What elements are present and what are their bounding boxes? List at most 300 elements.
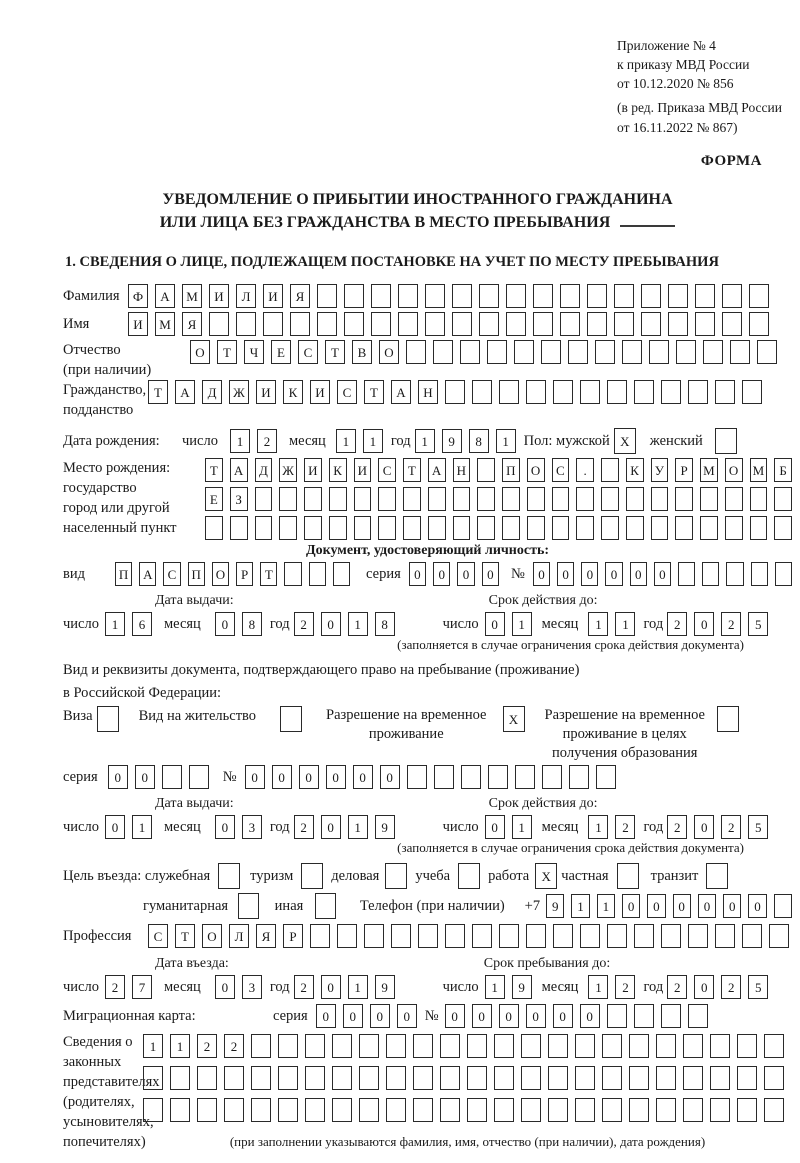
temp-residence-edu-cell-1[interactable] [717,706,739,732]
doc-number-cell-9[interactable] [726,562,743,586]
given-name-cell-21[interactable] [668,312,688,336]
birth-place-row3-cell-15[interactable] [552,516,570,540]
legal-reps-row2-cell-18[interactable] [602,1066,622,1090]
doc-issue-day-cell-2[interactable]: 6 [132,612,152,636]
patronymic-cell-6[interactable]: Т [325,340,345,364]
profession-cell-9[interactable] [364,924,384,948]
birth-place-row1-cell-1[interactable]: Т [205,458,223,482]
profession-cell-18[interactable] [607,924,627,948]
birth-place-row2-cell-10[interactable] [428,487,446,511]
birth-place-row3-cell-22[interactable] [725,516,743,540]
residence-issue-year-cell-3[interactable]: 1 [348,815,368,839]
surname-cell-1[interactable]: Ф [128,284,148,308]
stay-day-cell-2[interactable]: 9 [512,975,532,999]
given-name-cell-15[interactable] [506,312,526,336]
legal-reps-row1-cell-12[interactable] [440,1034,460,1058]
citizenship-cell-15[interactable] [526,380,546,404]
birth-place-row2-cell-14[interactable] [527,487,545,511]
birth-place-row2-cell-11[interactable] [453,487,471,511]
birth-place-row3-cell-4[interactable] [279,516,297,540]
birth-place-row1-cell-5[interactable]: И [304,458,322,482]
legal-reps-row2-cell-2[interactable] [170,1066,190,1090]
birth-place-row2-cell-15[interactable] [552,487,570,511]
birth-place-row3-cell-16[interactable] [576,516,594,540]
patronymic-cell-21[interactable] [730,340,750,364]
birth-place-row2-cell-22[interactable] [725,487,743,511]
residence-number-cell-2[interactable]: 0 [272,765,292,789]
patronymic-cell-7[interactable]: В [352,340,372,364]
phone-cell-4[interactable]: 0 [622,894,640,918]
doc-number-cell-4[interactable]: 0 [605,562,622,586]
legal-reps-row2-cell-13[interactable] [467,1066,487,1090]
legal-reps-row3-cell-5[interactable] [251,1098,271,1122]
doc-kind-cell-1[interactable]: П [115,562,132,586]
birth-place-row1-cell-14[interactable]: О [527,458,545,482]
residence-issue-day-cell-1[interactable]: 0 [105,815,125,839]
legal-reps-row3-cell-15[interactable] [521,1098,541,1122]
birth-place-row2-cell-23[interactable] [750,487,768,511]
birth-place-row1-cell-16[interactable]: . [576,458,594,482]
migration-number-cell-3[interactable]: 0 [499,1004,519,1028]
legal-reps-row3-cell-22[interactable] [710,1098,730,1122]
doc-kind-cell-4[interactable]: П [188,562,205,586]
migration-number-cell-4[interactable]: 0 [526,1004,546,1028]
purpose-private-cell-1[interactable] [617,863,639,889]
entry-day-cell-2[interactable]: 7 [132,975,152,999]
doc-series-cell-2[interactable]: 0 [433,562,450,586]
patronymic-cell-4[interactable]: Е [271,340,291,364]
given-name-cell-5[interactable] [236,312,256,336]
stay-day-cell-1[interactable]: 1 [485,975,505,999]
birth-place-row1-cell-6[interactable]: К [329,458,347,482]
legal-reps-row2-cell-15[interactable] [521,1066,541,1090]
entry-month-cell-2[interactable]: 3 [242,975,262,999]
purpose-work-cell-1[interactable]: X [535,863,557,889]
residence-series-cell-2[interactable]: 0 [135,765,155,789]
residence-number-cell-10[interactable] [488,765,508,789]
doc-number-cell-6[interactable]: 0 [654,562,671,586]
surname-cell-10[interactable] [371,284,391,308]
legal-reps-row1-cell-4[interactable]: 2 [224,1034,244,1058]
given-name-cell-2[interactable]: М [155,312,175,336]
legal-reps-row3-cell-19[interactable] [629,1098,649,1122]
citizenship-cell-8[interactable]: С [337,380,357,404]
patronymic-cell-9[interactable] [406,340,426,364]
birth-place-row1-cell-22[interactable]: О [725,458,743,482]
citizenship-cell-22[interactable] [715,380,735,404]
birth-place-row2-cell-6[interactable] [329,487,347,511]
given-name-cell-13[interactable] [452,312,472,336]
residence-number-cell-5[interactable]: 0 [353,765,373,789]
residence-number-cell-9[interactable] [461,765,481,789]
surname-cell-24[interactable] [749,284,769,308]
legal-reps-row3-cell-13[interactable] [467,1098,487,1122]
birth-place-row2-cell-7[interactable] [354,487,372,511]
migration-number-cell-8[interactable] [634,1004,654,1028]
residence-number-cell-14[interactable] [596,765,616,789]
doc-valid-year-cell-4[interactable]: 5 [748,612,768,636]
migration-number-cell-2[interactable]: 0 [472,1004,492,1028]
legal-reps-row1-cell-18[interactable] [602,1034,622,1058]
residence-number-cell-11[interactable] [515,765,535,789]
legal-reps-row2-cell-16[interactable] [548,1066,568,1090]
migration-number-cell-9[interactable] [661,1004,681,1028]
birth-place-row3-cell-8[interactable] [378,516,396,540]
residence-permit-cell-1[interactable] [280,706,302,732]
legal-reps-row1-cell-10[interactable] [386,1034,406,1058]
patronymic-cell-16[interactable] [595,340,615,364]
doc-issue-year-cell-4[interactable]: 8 [375,612,395,636]
surname-cell-3[interactable]: М [182,284,202,308]
residence-valid-day-cell-2[interactable]: 1 [512,815,532,839]
legal-reps-row2-cell-21[interactable] [683,1066,703,1090]
purpose-official-cell-1[interactable] [218,863,240,889]
residence-issue-day-cell-2[interactable]: 1 [132,815,152,839]
legal-reps-row1-cell-24[interactable] [764,1034,784,1058]
residence-issue-year-cell-4[interactable]: 9 [375,815,395,839]
surname-cell-21[interactable] [668,284,688,308]
birth-place-row1-cell-17[interactable] [601,458,619,482]
migration-series-cell-1[interactable]: 0 [316,1004,336,1028]
citizenship-cell-6[interactable]: К [283,380,303,404]
migration-series-cell-2[interactable]: 0 [343,1004,363,1028]
residence-valid-day-cell-1[interactable]: 0 [485,815,505,839]
citizenship-cell-12[interactable] [445,380,465,404]
birth-place-row1-cell-7[interactable]: И [354,458,372,482]
doc-number-cell-7[interactable] [678,562,695,586]
surname-cell-7[interactable]: Я [290,284,310,308]
citizenship-cell-17[interactable] [580,380,600,404]
legal-reps-row2-cell-12[interactable] [440,1066,460,1090]
legal-reps-row1-cell-15[interactable] [521,1034,541,1058]
legal-reps-row1-cell-9[interactable] [359,1034,379,1058]
patronymic-cell-2[interactable]: Т [217,340,237,364]
doc-valid-year-cell-3[interactable]: 2 [721,612,741,636]
legal-reps-row3-cell-23[interactable] [737,1098,757,1122]
birth-place-row2-cell-9[interactable] [403,487,421,511]
purpose-tourism-cell-1[interactable] [301,863,323,889]
doc-valid-day-cell-1[interactable]: 0 [485,612,505,636]
birth-place-row3-cell-2[interactable] [230,516,248,540]
legal-reps-row2-cell-8[interactable] [332,1066,352,1090]
surname-cell-11[interactable] [398,284,418,308]
purpose-study-cell-1[interactable] [458,863,480,889]
profession-cell-22[interactable] [715,924,735,948]
doc-number-cell-3[interactable]: 0 [581,562,598,586]
legal-reps-row3-cell-6[interactable] [278,1098,298,1122]
birth-month-cell-1[interactable]: 1 [336,429,356,453]
legal-reps-row3-cell-12[interactable] [440,1098,460,1122]
doc-kind-cell-3[interactable]: С [163,562,180,586]
citizenship-cell-5[interactable]: И [256,380,276,404]
birth-place-row1-cell-9[interactable]: Т [403,458,421,482]
legal-reps-row1-cell-3[interactable]: 2 [197,1034,217,1058]
profession-cell-23[interactable] [742,924,762,948]
legal-reps-row3-cell-16[interactable] [548,1098,568,1122]
surname-cell-13[interactable] [452,284,472,308]
profession-cell-13[interactable] [472,924,492,948]
profession-cell-21[interactable] [688,924,708,948]
birth-year-cell-3[interactable]: 8 [469,429,489,453]
legal-reps-row1-cell-6[interactable] [278,1034,298,1058]
citizenship-cell-2[interactable]: А [175,380,195,404]
legal-reps-row3-cell-21[interactable] [683,1098,703,1122]
citizenship-cell-1[interactable]: Т [148,380,168,404]
temp-residence-cell-1[interactable]: X [503,706,525,732]
stay-year-cell-2[interactable]: 0 [694,975,714,999]
birth-place-row2-cell-16[interactable] [576,487,594,511]
residence-valid-month-cell-1[interactable]: 1 [588,815,608,839]
legal-reps-row1-cell-19[interactable] [629,1034,649,1058]
patronymic-cell-8[interactable]: О [379,340,399,364]
legal-reps-row1-cell-13[interactable] [467,1034,487,1058]
doc-number-cell-5[interactable]: 0 [630,562,647,586]
doc-issue-year-cell-1[interactable]: 2 [294,612,314,636]
birth-place-row1-cell-15[interactable]: С [552,458,570,482]
surname-cell-19[interactable] [614,284,634,308]
birth-place-row2-cell-1[interactable]: Е [205,487,223,511]
legal-reps-row3-cell-20[interactable] [656,1098,676,1122]
legal-reps-row2-cell-10[interactable] [386,1066,406,1090]
surname-cell-2[interactable]: А [155,284,175,308]
legal-reps-row1-cell-1[interactable]: 1 [143,1034,163,1058]
given-name-cell-3[interactable]: Я [182,312,202,336]
legal-reps-row1-cell-11[interactable] [413,1034,433,1058]
surname-cell-23[interactable] [722,284,742,308]
given-name-cell-23[interactable] [722,312,742,336]
birth-place-row3-cell-12[interactable] [477,516,495,540]
doc-kind-cell-6[interactable]: Р [236,562,253,586]
migration-series-cell-4[interactable]: 0 [397,1004,417,1028]
surname-cell-9[interactable] [344,284,364,308]
profession-cell-7[interactable] [310,924,330,948]
citizenship-cell-7[interactable]: И [310,380,330,404]
surname-cell-14[interactable] [479,284,499,308]
given-name-cell-7[interactable] [290,312,310,336]
patronymic-cell-18[interactable] [649,340,669,364]
birth-year-cell-1[interactable]: 1 [415,429,435,453]
phone-cell-9[interactable]: 0 [748,894,766,918]
residence-valid-year-cell-4[interactable]: 5 [748,815,768,839]
birth-place-row3-cell-14[interactable] [527,516,545,540]
profession-cell-17[interactable] [580,924,600,948]
patronymic-cell-14[interactable] [541,340,561,364]
legal-reps-row2-cell-17[interactable] [575,1066,595,1090]
migration-number-cell-5[interactable]: 0 [553,1004,573,1028]
birth-place-row1-cell-21[interactable]: М [700,458,718,482]
given-name-cell-6[interactable] [263,312,283,336]
given-name-cell-8[interactable] [317,312,337,336]
doc-number-cell-8[interactable] [702,562,719,586]
citizenship-cell-16[interactable] [553,380,573,404]
citizenship-cell-18[interactable] [607,380,627,404]
entry-month-cell-1[interactable]: 0 [215,975,235,999]
birth-place-row1-cell-4[interactable]: Ж [279,458,297,482]
birth-place-row2-cell-5[interactable] [304,487,322,511]
entry-year-cell-2[interactable]: 0 [321,975,341,999]
birth-place-row1-cell-24[interactable]: Б [774,458,792,482]
residence-number-cell-12[interactable] [542,765,562,789]
doc-valid-month-cell-1[interactable]: 1 [588,612,608,636]
legal-reps-row2-cell-20[interactable] [656,1066,676,1090]
legal-reps-row2-cell-23[interactable] [737,1066,757,1090]
citizenship-cell-11[interactable]: Н [418,380,438,404]
birth-place-row1-cell-10[interactable]: А [428,458,446,482]
doc-series-cell-1[interactable]: 0 [409,562,426,586]
birth-place-row1-cell-20[interactable]: Р [675,458,693,482]
given-name-cell-17[interactable] [560,312,580,336]
citizenship-cell-3[interactable]: Д [202,380,222,404]
legal-reps-row1-cell-21[interactable] [683,1034,703,1058]
legal-reps-row3-cell-24[interactable] [764,1098,784,1122]
doc-valid-year-cell-1[interactable]: 2 [667,612,687,636]
given-name-cell-19[interactable] [614,312,634,336]
legal-reps-row3-cell-10[interactable] [386,1098,406,1122]
doc-valid-year-cell-2[interactable]: 0 [694,612,714,636]
birth-place-row2-cell-20[interactable] [675,487,693,511]
surname-cell-18[interactable] [587,284,607,308]
birth-place-row1-cell-2[interactable]: А [230,458,248,482]
legal-reps-row3-cell-1[interactable] [143,1098,163,1122]
sex-male-cell-1[interactable]: X [614,428,636,454]
doc-kind-cell-9[interactable] [309,562,326,586]
patronymic-cell-22[interactable] [757,340,777,364]
birth-place-row3-cell-18[interactable] [626,516,644,540]
doc-number-cell-10[interactable] [751,562,768,586]
doc-valid-day-cell-2[interactable]: 1 [512,612,532,636]
birth-place-row2-cell-24[interactable] [774,487,792,511]
phone-cell-5[interactable]: 0 [647,894,665,918]
residence-valid-year-cell-3[interactable]: 2 [721,815,741,839]
birth-place-row1-cell-3[interactable]: Д [255,458,273,482]
birth-place-row2-cell-12[interactable] [477,487,495,511]
phone-cell-3[interactable]: 1 [597,894,615,918]
residence-issue-year-cell-2[interactable]: 0 [321,815,341,839]
purpose-other-cell-1[interactable] [315,893,336,919]
surname-cell-5[interactable]: Л [236,284,256,308]
residence-valid-month-cell-2[interactable]: 2 [615,815,635,839]
visa-cell-1[interactable] [97,706,119,732]
birth-place-row2-cell-2[interactable]: З [230,487,248,511]
citizenship-cell-9[interactable]: Т [364,380,384,404]
given-name-cell-22[interactable] [695,312,715,336]
doc-number-cell-11[interactable] [775,562,792,586]
doc-issue-month-cell-2[interactable]: 8 [242,612,262,636]
patronymic-cell-1[interactable]: О [190,340,210,364]
legal-reps-row1-cell-17[interactable] [575,1034,595,1058]
birth-year-cell-4[interactable]: 1 [496,429,516,453]
birth-place-row3-cell-19[interactable] [651,516,669,540]
residence-number-cell-13[interactable] [569,765,589,789]
birth-day-cell-2[interactable]: 2 [257,429,277,453]
birth-place-row1-cell-11[interactable]: Н [453,458,471,482]
birth-place-row3-cell-20[interactable] [675,516,693,540]
doc-number-cell-1[interactable]: 0 [533,562,550,586]
residence-number-cell-4[interactable]: 0 [326,765,346,789]
legal-reps-row3-cell-14[interactable] [494,1098,514,1122]
residence-series-cell-3[interactable] [162,765,182,789]
legal-reps-row1-cell-23[interactable] [737,1034,757,1058]
given-name-cell-12[interactable] [425,312,445,336]
residence-series-cell-4[interactable] [189,765,209,789]
legal-reps-row1-cell-14[interactable] [494,1034,514,1058]
migration-number-cell-1[interactable]: 0 [445,1004,465,1028]
given-name-cell-18[interactable] [587,312,607,336]
profession-cell-19[interactable] [634,924,654,948]
legal-reps-row2-cell-5[interactable] [251,1066,271,1090]
birth-place-row2-cell-17[interactable] [601,487,619,511]
stay-year-cell-1[interactable]: 2 [667,975,687,999]
citizenship-cell-14[interactable] [499,380,519,404]
legal-reps-row3-cell-2[interactable] [170,1098,190,1122]
citizenship-cell-20[interactable] [661,380,681,404]
legal-reps-row2-cell-24[interactable] [764,1066,784,1090]
residence-number-cell-3[interactable]: 0 [299,765,319,789]
birth-place-row1-cell-18[interactable]: К [626,458,644,482]
birth-place-row2-cell-21[interactable] [700,487,718,511]
citizenship-cell-13[interactable] [472,380,492,404]
legal-reps-row1-cell-2[interactable]: 1 [170,1034,190,1058]
profession-cell-10[interactable] [391,924,411,948]
birth-place-row2-cell-19[interactable] [651,487,669,511]
given-name-cell-9[interactable] [344,312,364,336]
phone-cell-2[interactable]: 1 [571,894,589,918]
migration-number-cell-10[interactable] [688,1004,708,1028]
patronymic-cell-3[interactable]: Ч [244,340,264,364]
phone-cell-7[interactable]: 0 [698,894,716,918]
profession-cell-5[interactable]: Я [256,924,276,948]
birth-place-row1-cell-12[interactable] [477,458,495,482]
profession-cell-4[interactable]: Л [229,924,249,948]
doc-issue-year-cell-2[interactable]: 0 [321,612,341,636]
surname-cell-20[interactable] [641,284,661,308]
legal-reps-row2-cell-1[interactable] [143,1066,163,1090]
residence-issue-month-cell-2[interactable]: 3 [242,815,262,839]
patronymic-cell-19[interactable] [676,340,696,364]
birth-place-row3-cell-17[interactable] [601,516,619,540]
birth-place-row2-cell-13[interactable] [502,487,520,511]
stay-year-cell-3[interactable]: 2 [721,975,741,999]
citizenship-cell-4[interactable]: Ж [229,380,249,404]
residence-number-cell-7[interactable] [407,765,427,789]
legal-reps-row3-cell-18[interactable] [602,1098,622,1122]
patronymic-cell-12[interactable] [487,340,507,364]
legal-reps-row1-cell-7[interactable] [305,1034,325,1058]
legal-reps-row2-cell-3[interactable] [197,1066,217,1090]
given-name-cell-20[interactable] [641,312,661,336]
sex-female-cell-1[interactable] [715,428,737,454]
doc-kind-cell-10[interactable] [333,562,350,586]
entry-year-cell-4[interactable]: 9 [375,975,395,999]
profession-cell-15[interactable] [526,924,546,948]
birth-place-row3-cell-10[interactable] [428,516,446,540]
legal-reps-row3-cell-9[interactable] [359,1098,379,1122]
birth-place-row3-cell-1[interactable] [205,516,223,540]
entry-year-cell-3[interactable]: 1 [348,975,368,999]
surname-cell-15[interactable] [506,284,526,308]
legal-reps-row2-cell-14[interactable] [494,1066,514,1090]
birth-place-row1-cell-8[interactable]: С [378,458,396,482]
profession-cell-16[interactable] [553,924,573,948]
given-name-cell-11[interactable] [398,312,418,336]
given-name-cell-16[interactable] [533,312,553,336]
stay-year-cell-4[interactable]: 5 [748,975,768,999]
citizenship-cell-19[interactable] [634,380,654,404]
surname-cell-12[interactable] [425,284,445,308]
birth-place-row1-cell-19[interactable]: У [651,458,669,482]
birth-place-row2-cell-18[interactable] [626,487,644,511]
doc-kind-cell-2[interactable]: А [139,562,156,586]
